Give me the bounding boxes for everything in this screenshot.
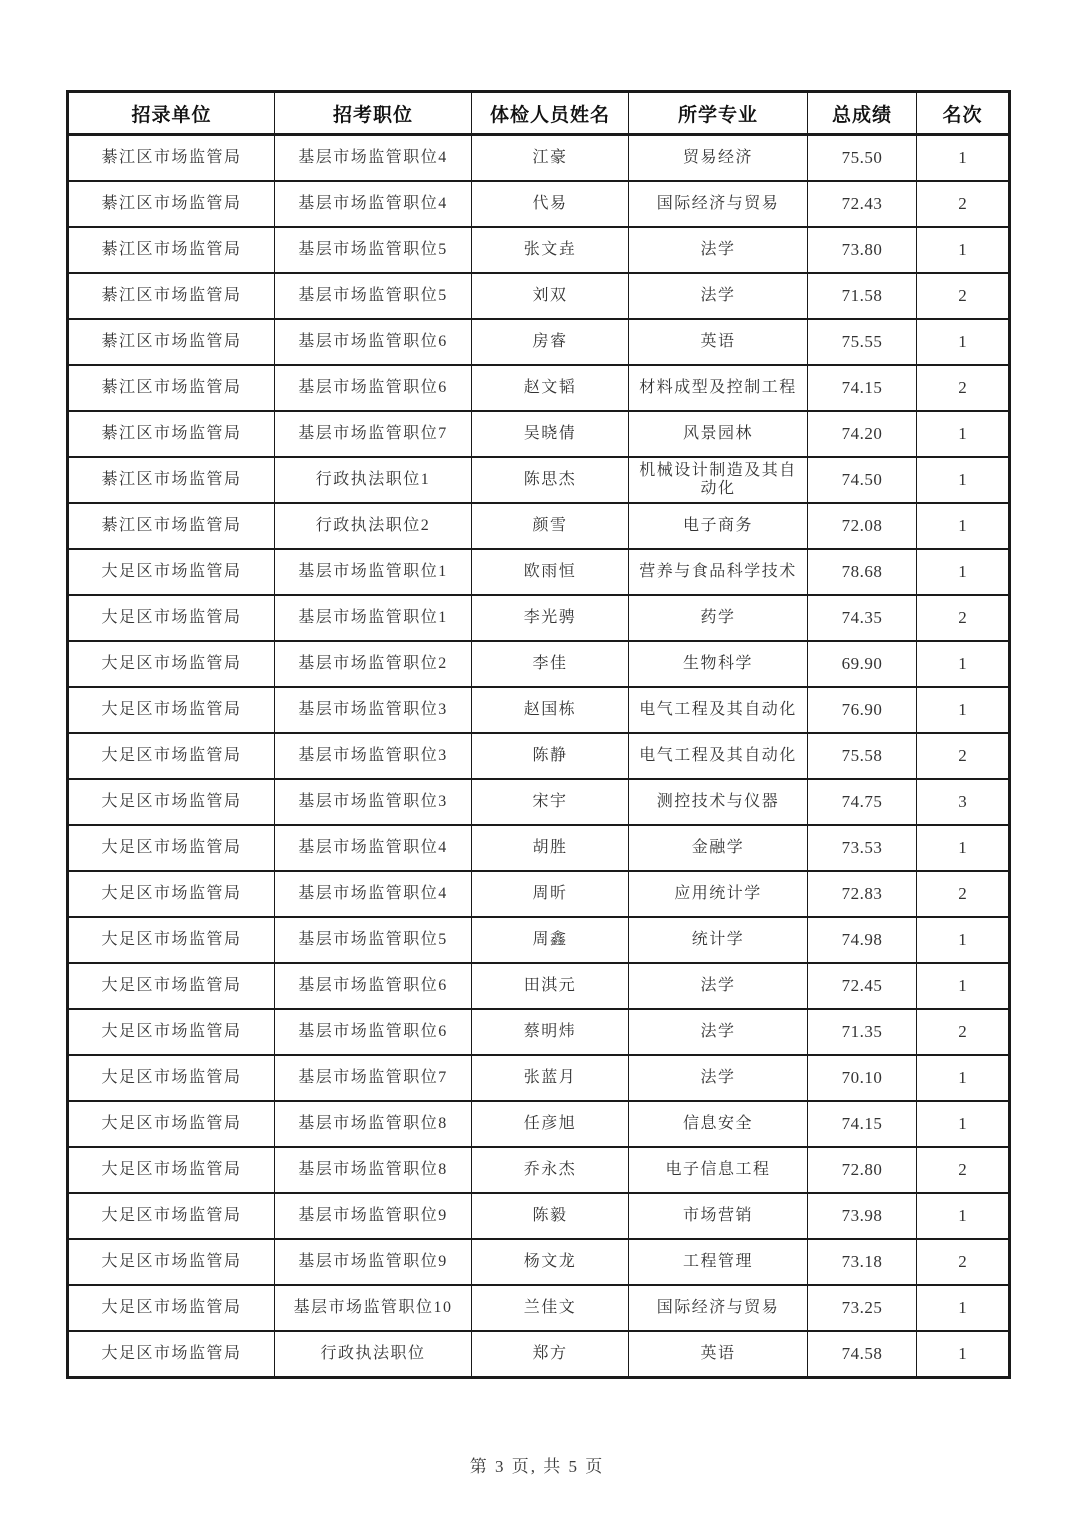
cell-major: 信息安全 [629,1101,808,1147]
cell-major: 法学 [629,1009,808,1055]
cell-rank: 1 [917,1055,1010,1101]
cell-position: 基层市场监管职位3 [275,779,472,825]
cell-rank: 1 [917,135,1010,182]
cell-position: 基层市场监管职位1 [275,549,472,595]
table-header-row [68,92,1010,135]
cell-position: 基层市场监管职位5 [275,273,472,319]
cell-position: 基层市场监管职位6 [275,963,472,1009]
cell-total-score: 73.18 [808,1239,917,1285]
table-row [68,1239,1010,1285]
table-row [68,871,1010,917]
cell-major: 电子信息工程 [629,1147,808,1193]
cell-position: 基层市场监管职位6 [275,319,472,365]
cell-major: 电气工程及其自动化 [629,687,808,733]
table-row [68,1055,1010,1101]
cell-position: 基层市场监管职位10 [275,1285,472,1331]
cell-position: 行政执法职位1 [275,457,472,503]
cell-major: 药学 [629,595,808,641]
cell-major: 贸易经济 [629,135,808,182]
cell-recruiting-unit: 大足区市场监管局 [68,917,275,963]
cell-examinee-name: 陈毅 [472,1193,629,1239]
table-row [68,1331,1010,1378]
cell-rank: 1 [917,963,1010,1009]
cell-total-score: 73.80 [808,227,917,273]
table-row [68,1285,1010,1331]
cell-major: 国际经济与贸易 [629,181,808,227]
cell-recruiting-unit: 大足区市场监管局 [68,1009,275,1055]
cell-examinee-name: 赵国栋 [472,687,629,733]
cell-recruiting-unit: 大足区市场监管局 [68,1193,275,1239]
table-row [68,319,1010,365]
table-row [68,365,1010,411]
cell-recruiting-unit: 綦江区市场监管局 [68,319,275,365]
cell-rank: 1 [917,825,1010,871]
table-row [68,135,1010,182]
cell-position: 基层市场监管职位5 [275,917,472,963]
cell-rank: 1 [917,319,1010,365]
cell-rank: 2 [917,1239,1010,1285]
cell-major: 市场营销 [629,1193,808,1239]
col-header-total-score: 总成绩 [808,92,917,135]
page-number: 第 3 页, 共 5 页 [469,1457,605,1476]
cell-position: 基层市场监管职位4 [275,871,472,917]
table-row [68,825,1010,871]
cell-major: 机械设计制造及其自动化 [629,457,808,503]
cell-rank: 1 [917,411,1010,457]
cell-major: 法学 [629,227,808,273]
cell-total-score: 73.98 [808,1193,917,1239]
cell-position: 行政执法职位 [275,1331,472,1378]
cell-rank: 1 [917,549,1010,595]
cell-major: 营养与食品科学技术 [629,549,808,595]
cell-rank: 2 [917,273,1010,319]
cell-examinee-name: 陈思杰 [472,457,629,503]
cell-examinee-name: 田淇元 [472,963,629,1009]
cell-recruiting-unit: 大足区市场监管局 [68,1147,275,1193]
cell-rank: 1 [917,457,1010,503]
table-row [68,641,1010,687]
cell-recruiting-unit: 大足区市场监管局 [68,687,275,733]
cell-total-score: 74.58 [808,1331,917,1378]
cell-position: 基层市场监管职位1 [275,595,472,641]
cell-major: 工程管理 [629,1239,808,1285]
cell-rank: 2 [917,365,1010,411]
cell-examinee-name: 周鑫 [472,917,629,963]
cell-major: 电气工程及其自动化 [629,733,808,779]
cell-recruiting-unit: 綦江区市场监管局 [68,365,275,411]
cell-rank: 1 [917,917,1010,963]
cell-total-score: 72.80 [808,1147,917,1193]
cell-position: 基层市场监管职位9 [275,1193,472,1239]
cell-total-score: 74.35 [808,595,917,641]
cell-position: 基层市场监管职位6 [275,365,472,411]
cell-examinee-name: 乔永杰 [472,1147,629,1193]
cell-position: 行政执法职位2 [275,503,472,549]
cell-position: 基层市场监管职位4 [275,825,472,871]
cell-total-score: 74.20 [808,411,917,457]
table-row [68,181,1010,227]
cell-major: 法学 [629,1055,808,1101]
cell-recruiting-unit: 綦江区市场监管局 [68,411,275,457]
cell-recruiting-unit: 大足区市场监管局 [68,825,275,871]
cell-examinee-name: 胡胜 [472,825,629,871]
cell-examinee-name: 周昕 [472,871,629,917]
table-row [68,227,1010,273]
cell-rank: 1 [917,1101,1010,1147]
cell-rank: 1 [917,227,1010,273]
cell-total-score: 74.15 [808,1101,917,1147]
cell-major: 法学 [629,273,808,319]
cell-recruiting-unit: 大足区市场监管局 [68,963,275,1009]
cell-examinee-name: 杨文龙 [472,1239,629,1285]
cell-major: 应用统计学 [629,871,808,917]
cell-position: 基层市场监管职位3 [275,733,472,779]
col-header-rank: 名次 [917,92,1010,135]
cell-rank: 2 [917,1009,1010,1055]
table-row [68,457,1010,503]
cell-examinee-name: 兰佳文 [472,1285,629,1331]
cell-rank: 1 [917,687,1010,733]
cell-rank: 2 [917,1147,1010,1193]
cell-examinee-name: 赵文韬 [472,365,629,411]
cell-recruiting-unit: 大足区市场监管局 [68,641,275,687]
cell-total-score: 74.15 [808,365,917,411]
cell-position: 基层市场监管职位7 [275,411,472,457]
cell-position: 基层市场监管职位8 [275,1101,472,1147]
cell-position: 基层市场监管职位4 [275,135,472,182]
col-header-recruiting-unit: 招录单位 [68,92,275,135]
table-row [68,273,1010,319]
cell-major: 法学 [629,963,808,1009]
cell-recruiting-unit: 綦江区市场监管局 [68,503,275,549]
cell-total-score: 69.90 [808,641,917,687]
cell-recruiting-unit: 大足区市场监管局 [68,1055,275,1101]
cell-recruiting-unit: 綦江区市场监管局 [68,181,275,227]
cell-total-score: 72.08 [808,503,917,549]
table-row [68,733,1010,779]
cell-recruiting-unit: 大足区市场监管局 [68,549,275,595]
cell-recruiting-unit: 大足区市场监管局 [68,1239,275,1285]
cell-major: 统计学 [629,917,808,963]
cell-examinee-name: 江豪 [472,135,629,182]
cell-rank: 2 [917,871,1010,917]
cell-recruiting-unit: 大足区市场监管局 [68,595,275,641]
cell-recruiting-unit: 大足区市场监管局 [68,779,275,825]
cell-total-score: 74.50 [808,457,917,503]
cell-position: 基层市场监管职位2 [275,641,472,687]
cell-examinee-name: 张文垚 [472,227,629,273]
cell-major: 生物科学 [629,641,808,687]
table-row [68,779,1010,825]
cell-total-score: 72.45 [808,963,917,1009]
cell-recruiting-unit: 綦江区市场监管局 [68,273,275,319]
cell-total-score: 72.43 [808,181,917,227]
cell-total-score: 70.10 [808,1055,917,1101]
cell-examinee-name: 李佳 [472,641,629,687]
cell-recruiting-unit: 大足区市场监管局 [68,871,275,917]
table-body [68,135,1010,1378]
cell-rank: 2 [917,595,1010,641]
cell-total-score: 75.50 [808,135,917,182]
cell-rank: 1 [917,641,1010,687]
table-row [68,549,1010,595]
table-row [68,1193,1010,1239]
cell-total-score: 73.25 [808,1285,917,1331]
col-header-examinee-name: 体检人员姓名 [472,92,629,135]
cell-examinee-name: 房睿 [472,319,629,365]
cell-position: 基层市场监管职位3 [275,687,472,733]
cell-examinee-name: 刘双 [472,273,629,319]
cell-major: 国际经济与贸易 [629,1285,808,1331]
cell-total-score: 75.58 [808,733,917,779]
cell-position: 基层市场监管职位6 [275,1009,472,1055]
cell-position: 基层市场监管职位5 [275,227,472,273]
cell-total-score: 75.55 [808,319,917,365]
cell-examinee-name: 陈静 [472,733,629,779]
cell-total-score: 78.68 [808,549,917,595]
cell-rank: 1 [917,1193,1010,1239]
cell-position: 基层市场监管职位4 [275,181,472,227]
cell-examinee-name: 颜雪 [472,503,629,549]
cell-position: 基层市场监管职位9 [275,1239,472,1285]
cell-major: 风景园林 [629,411,808,457]
table-row [68,1101,1010,1147]
cell-examinee-name: 吴晓倩 [472,411,629,457]
cell-recruiting-unit: 大足区市场监管局 [68,733,275,779]
cell-examinee-name: 任彦旭 [472,1101,629,1147]
table-row [68,1009,1010,1055]
col-header-major: 所学专业 [629,92,808,135]
table-row [68,917,1010,963]
cell-rank: 2 [917,733,1010,779]
table-row [68,1147,1010,1193]
cell-rank: 1 [917,1285,1010,1331]
cell-total-score: 76.90 [808,687,917,733]
cell-rank: 1 [917,1331,1010,1378]
cell-examinee-name: 蔡明炜 [472,1009,629,1055]
cell-recruiting-unit: 綦江区市场监管局 [68,457,275,503]
cell-major: 金融学 [629,825,808,871]
table-row [68,503,1010,549]
cell-examinee-name: 代易 [472,181,629,227]
cell-examinee-name: 欧雨恒 [472,549,629,595]
cell-major: 英语 [629,1331,808,1378]
cell-major: 英语 [629,319,808,365]
cell-total-score: 71.35 [808,1009,917,1055]
cell-recruiting-unit: 綦江区市场监管局 [68,135,275,182]
cell-recruiting-unit: 大足区市场监管局 [68,1285,275,1331]
cell-total-score: 74.98 [808,917,917,963]
cell-examinee-name: 宋宇 [472,779,629,825]
cell-position: 基层市场监管职位8 [275,1147,472,1193]
cell-recruiting-unit: 大足区市场监管局 [68,1331,275,1378]
cell-examinee-name: 郑方 [472,1331,629,1378]
table-row [68,687,1010,733]
cell-total-score: 72.83 [808,871,917,917]
cell-rank: 2 [917,181,1010,227]
cell-major: 电子商务 [629,503,808,549]
cell-major: 材料成型及控制工程 [629,365,808,411]
cell-recruiting-unit: 綦江区市场监管局 [68,227,275,273]
exam-results-table [66,90,1011,1379]
cell-rank: 3 [917,779,1010,825]
table-row [68,411,1010,457]
table-row [68,963,1010,1009]
cell-total-score: 73.53 [808,825,917,871]
cell-examinee-name: 李光骋 [472,595,629,641]
col-header-position: 招考职位 [275,92,472,135]
cell-total-score: 71.58 [808,273,917,319]
cell-examinee-name: 张蓝月 [472,1055,629,1101]
cell-recruiting-unit: 大足区市场监管局 [68,1101,275,1147]
cell-position: 基层市场监管职位7 [275,1055,472,1101]
cell-total-score: 74.75 [808,779,917,825]
cell-major: 测控技术与仪器 [629,779,808,825]
cell-rank: 1 [917,503,1010,549]
table-row [68,595,1010,641]
